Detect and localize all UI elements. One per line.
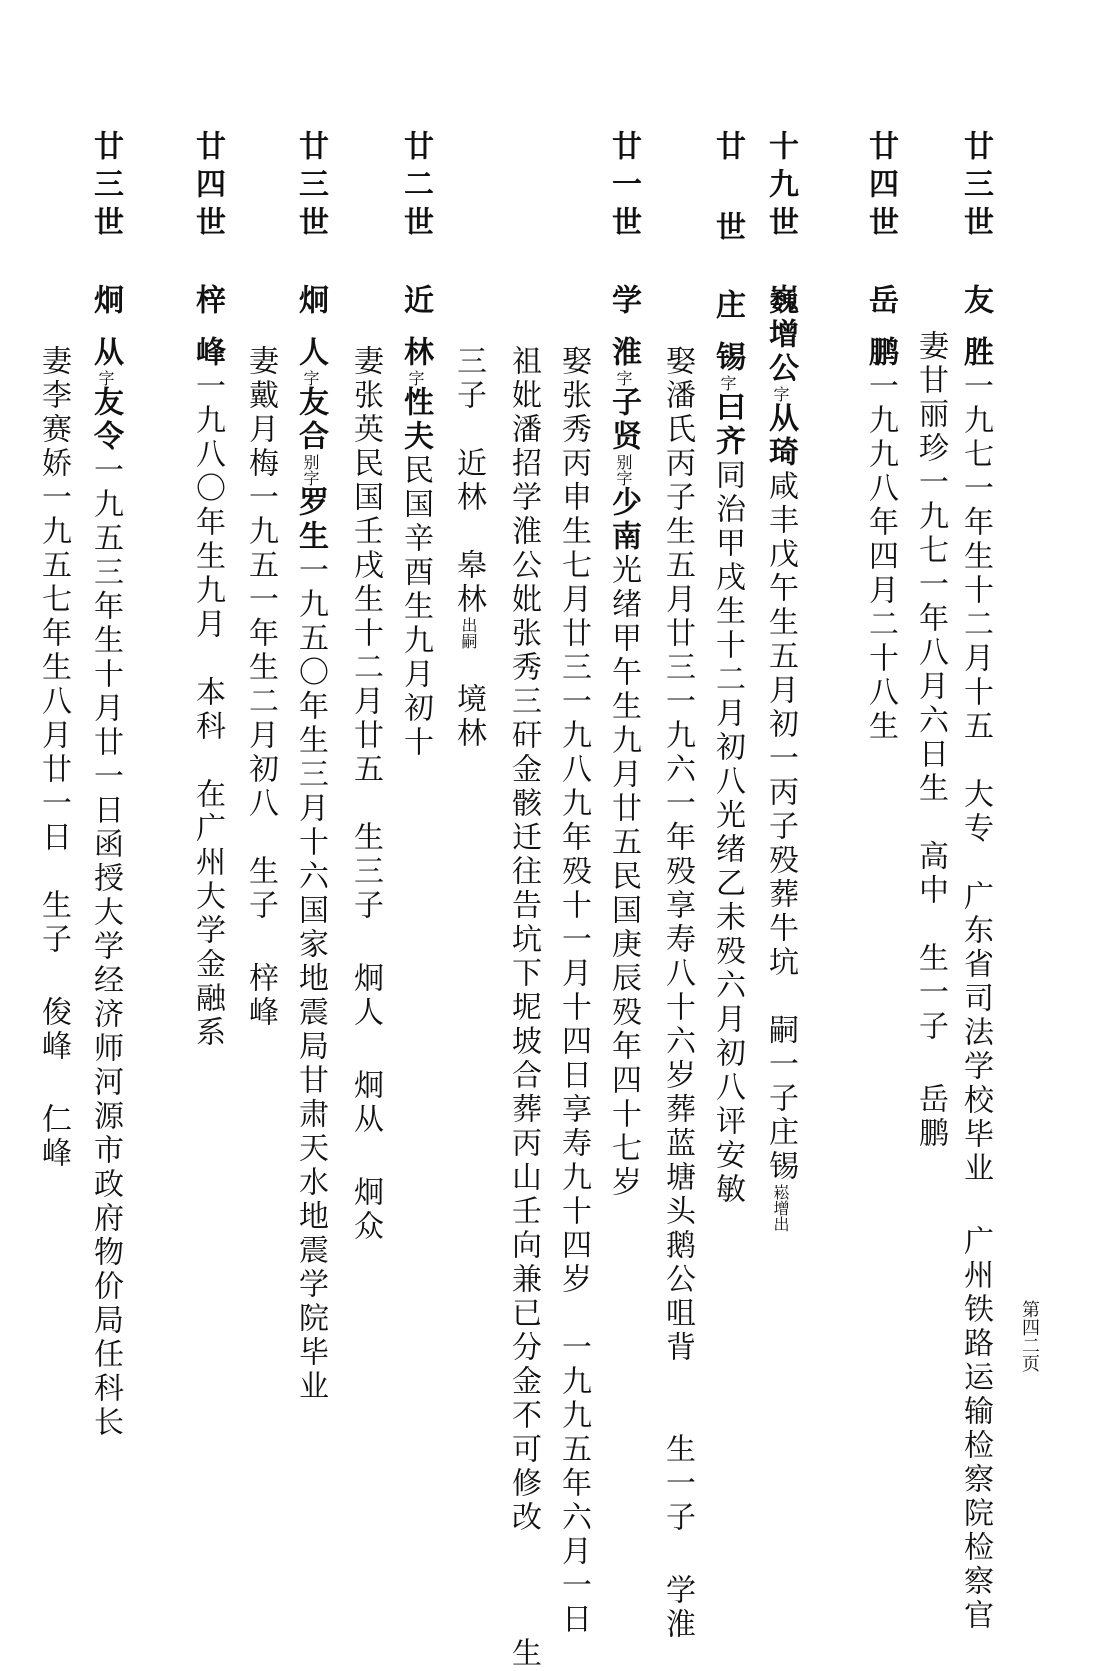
generation-label: 十九世 bbox=[763, 130, 798, 244]
person-name: 炯 bbox=[88, 284, 123, 336]
zi-label: 字 bbox=[718, 375, 737, 391]
person-name: 炯 bbox=[293, 284, 328, 336]
alt-zi-label: 别字 bbox=[614, 454, 633, 486]
person-zi: 性夫 bbox=[398, 386, 433, 454]
alt-zi-label: 别字 bbox=[301, 454, 320, 486]
person-name: 庄 bbox=[710, 289, 745, 341]
children-text: 生三子 炯人 炯从 炯众 bbox=[348, 821, 383, 1244]
person-name: 巍增公 bbox=[763, 284, 798, 386]
person-name: 近 bbox=[398, 284, 433, 336]
record-text: 一九五〇年生三月十六国家地震局甘肃天水地震学院毕业 bbox=[293, 554, 328, 1404]
person-alt-zi: 罗生 bbox=[293, 486, 328, 554]
generation-label: 廿三世 bbox=[958, 130, 993, 244]
person-zi: 友合 bbox=[293, 386, 328, 454]
person-name-2: 从 bbox=[88, 336, 123, 370]
person-zi: 曰齐 bbox=[710, 391, 745, 459]
children-text: 生子 梓峰 bbox=[243, 855, 278, 1030]
person-name-2: 人 bbox=[293, 336, 328, 370]
birth-text: 一九九八年四月二十八生 bbox=[863, 370, 898, 744]
record-text: 祖妣潘招学淮公妣张秀三矸金骸迁往告坑下坭坡合葬丙山壬向兼已分金不可修改 bbox=[506, 345, 541, 1535]
person-name-2: 林 bbox=[398, 336, 433, 370]
entry-jiong-cong bbox=[80, 130, 130, 1440]
spouse-line bbox=[340, 345, 390, 1244]
career-text: 在广州大学金融系 bbox=[190, 778, 225, 1050]
sons-label: 三子 bbox=[451, 345, 486, 413]
person-alt-zi: 少南 bbox=[606, 486, 641, 554]
heir-note: 崧增出 bbox=[771, 1184, 790, 1232]
son-name: 近林 bbox=[451, 447, 486, 515]
entry-wei-zeng bbox=[755, 130, 805, 1232]
wife-text: 妻张英民国壬戌生十二月廿五 bbox=[348, 345, 383, 787]
entry-jiong-ren bbox=[285, 130, 335, 1404]
zi-label: 字 bbox=[406, 370, 425, 386]
son-name: 境林 bbox=[451, 683, 486, 751]
person-name: 岳 bbox=[863, 284, 898, 336]
spouse-line bbox=[548, 345, 598, 1637]
entry-xue-huai bbox=[598, 130, 648, 1200]
person-zi: 鹏 bbox=[863, 336, 898, 370]
person-name-2: 峰 bbox=[190, 336, 225, 370]
record-text: 一九八〇年生九月 bbox=[190, 370, 225, 642]
children-text: 生一子 学淮 bbox=[660, 1433, 695, 1642]
record-text: 同治甲戌生十二月初八光绪乙未殁六月初八评安敏 bbox=[710, 459, 745, 1207]
generation-label: 廿三世 bbox=[88, 130, 123, 244]
record-text: 光绪甲午生九月廿五民国庚辰殁年四十七岁 bbox=[606, 554, 641, 1200]
record-text: 娶张秀丙申生七月廿三一九八九年殁十一月十四日享寿九十四岁 bbox=[556, 345, 591, 1297]
spouse-line bbox=[235, 345, 285, 1030]
wife-text: 妻李赛娇一九五七年生八月廿一日 bbox=[36, 345, 71, 855]
entry-yue-peng bbox=[855, 130, 905, 744]
end-char: 生 bbox=[506, 1637, 541, 1671]
person-zi: 胜 bbox=[958, 336, 993, 370]
generation-label: 廿二世 bbox=[398, 130, 433, 244]
education: 高中 bbox=[913, 840, 948, 908]
person-name: 友 bbox=[958, 284, 993, 336]
education: 大专 bbox=[958, 778, 993, 846]
person-name: 梓 bbox=[190, 284, 225, 336]
burial-line bbox=[498, 345, 548, 1671]
entry-you-sheng bbox=[950, 130, 1000, 1633]
sons-line bbox=[443, 345, 493, 751]
generation-label: 廿三世 bbox=[293, 130, 328, 244]
entry-zhuang-xi bbox=[702, 130, 752, 1207]
zi-label: 字 bbox=[301, 370, 320, 386]
spouse-line bbox=[905, 330, 955, 1151]
record-text: 民国辛酉生九月初十 bbox=[398, 454, 433, 760]
person-zi: 子贤 bbox=[606, 386, 641, 454]
birth-text: 一九七一年生十二月十五 bbox=[958, 370, 993, 744]
generation-label: 廿一世 bbox=[606, 130, 641, 244]
person-zi: 从琦 bbox=[763, 402, 798, 470]
heir-text: 嗣一子庄锡 bbox=[763, 1014, 798, 1184]
son-name: 皋林 bbox=[451, 549, 486, 617]
person-name: 学 bbox=[606, 284, 641, 336]
wife-text: 妻甘丽珍一九七一年八月六日生 bbox=[913, 330, 948, 806]
person-name-2: 淮 bbox=[606, 336, 641, 370]
education: 本科 bbox=[190, 676, 225, 744]
generation-label: 廿四世 bbox=[863, 130, 898, 244]
children-text: 生一子 岳鹏 bbox=[913, 942, 948, 1151]
spouse-line bbox=[28, 345, 78, 1171]
generation-label: 廿 世 bbox=[710, 130, 745, 249]
spouse-line bbox=[652, 345, 702, 1642]
entry-zi-feng bbox=[182, 130, 232, 1050]
zi-label: 字 bbox=[771, 386, 790, 402]
adoption-note: 出嗣 bbox=[459, 617, 478, 649]
children-text: 生子 俊峰 仁峰 bbox=[36, 889, 71, 1171]
person-name-2: 锡 bbox=[710, 341, 745, 375]
page-number: 第四二页 bbox=[1019, 1300, 1040, 1372]
career-text: 广东省司法学校毕业 广州铁路运输检察院检察官 bbox=[958, 880, 993, 1633]
zi-label: 字 bbox=[614, 370, 633, 386]
record-text: 咸丰戊午生五月初一丙子殁葬牛坑 bbox=[763, 470, 798, 980]
entry-jin-lin bbox=[390, 130, 440, 760]
generation-label: 廿四世 bbox=[190, 130, 225, 244]
person-zi: 友令 bbox=[88, 386, 123, 454]
zi-label: 字 bbox=[96, 370, 115, 386]
record-text: 娶潘氏丙子生五月廿三一九六一年殁享寿八十六岁葬蓝塘头鹅公咀背 bbox=[660, 345, 695, 1365]
record-text: 一九五三年生十月廿一日函授大学经济师河源市政府物价局任科长 bbox=[88, 454, 123, 1440]
wife-text: 妻戴月梅一九五一年生二月初八 bbox=[243, 345, 278, 821]
date-text: 一九九五年六月一日 bbox=[556, 1331, 591, 1637]
